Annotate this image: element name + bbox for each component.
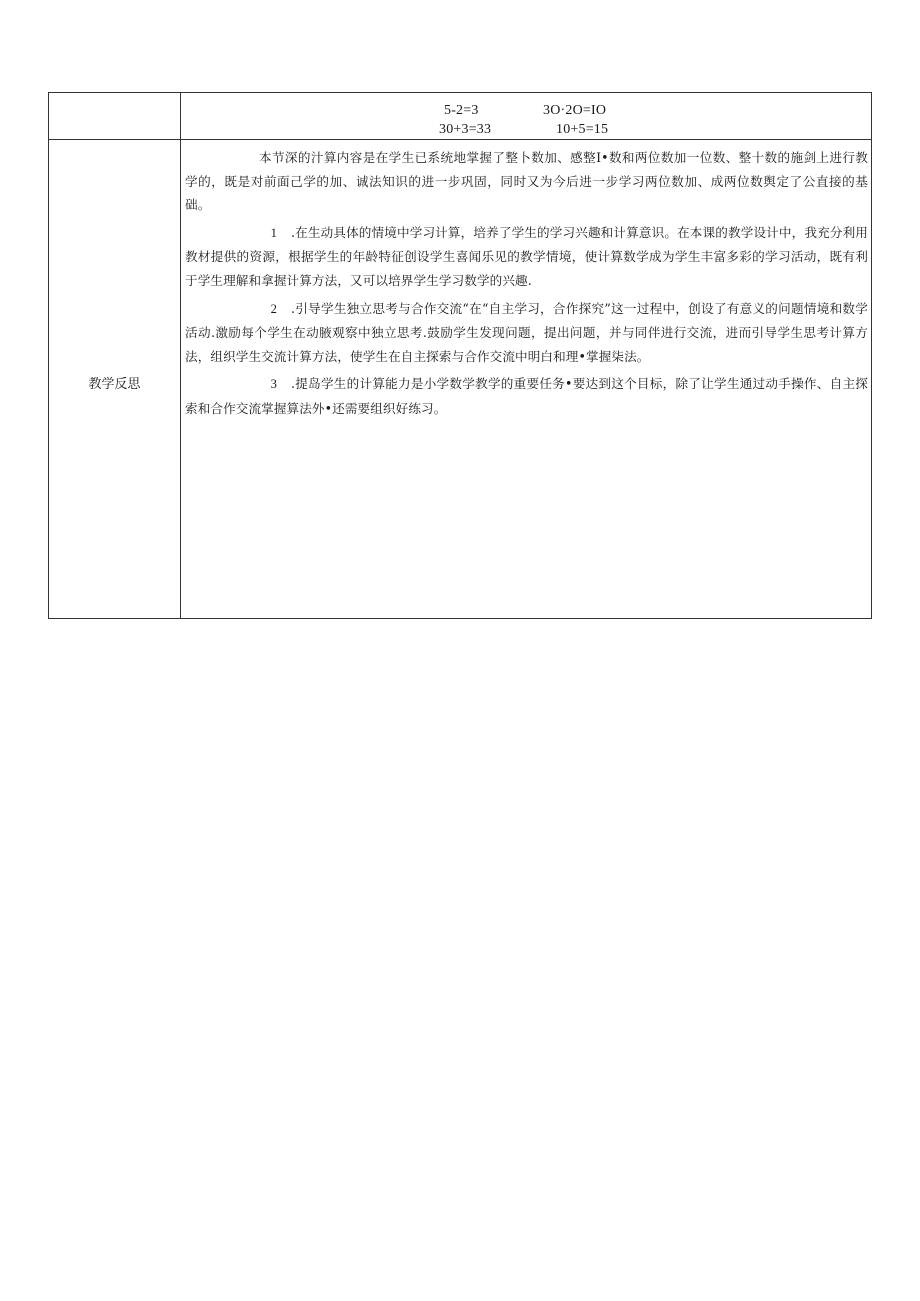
- reflection-label-cell: [49, 140, 181, 619]
- reflection-label: 教学反思: [88, 376, 141, 392]
- item-number: 2: [270, 301, 277, 316]
- reflection-content-cell: [181, 140, 872, 619]
- item-text: .引导学生独立思考与合作交流“在“自主学习，合作探究”这一过程中，创设了有意义的问题情境和数学活动.激励每个学生在动腋观察中独立思考.鼓励学生发现问题，提出问题，并与同伴进行交流，进而引导学生思考计算方法，组织学生交流计算方法，使学生在自主探索与合作交流中明白和理•掌握柒法。: [185, 300, 868, 364]
- equations-label-cell: [49, 93, 181, 140]
- item-text: .在生动具体的情境中学习计算，培养了学生的学习兴趣和计算意识。在本课的教学设计中，我充分利用教材提供的资源，根据学生的年龄特征创设学生喜闻乐见的教学情境，使计算数学成为学生丰富多彩的学习活动，既有利于学生理解和拿握计算方法，又可以培界学生学习数学的兴趣.: [185, 224, 868, 288]
- item-text: .提岛学生的计算能力是小学数学教学的重要任务•要达到这个目标，除了让学生通过动手操作、自主探索和合作交流掌握算法外•还需要组织好练习。: [185, 376, 868, 416]
- equations-row: [49, 93, 872, 140]
- equation-2: 3O·2O=IO: [543, 103, 607, 118]
- reflection-text: [181, 140, 871, 421]
- reflection-row: [49, 140, 872, 619]
- item-number: 3: [270, 377, 277, 392]
- reflection-item-3: [185, 372, 868, 420]
- equations-cell: [181, 93, 872, 140]
- equation-1: 5-2=3: [444, 103, 479, 118]
- reflection-intro: 本节深的汁算内容是在学生已系统地掌握了整卜数加、感整I•数和两位数加一位数、整十数的施剑上进行教学的，既是对前面己学的加、诚法知识的进一步巩固，同时又为今后进一步学习两位数加、成两位数舆定了公直接的基础。: [185, 150, 868, 213]
- reflection-item-1: [185, 221, 868, 293]
- reflection-item-2: [185, 297, 868, 369]
- equation-4: 10+5=15: [556, 122, 609, 137]
- equation-3: 30+3=33: [439, 122, 492, 137]
- item-number: 1: [270, 225, 277, 240]
- lesson-table: [48, 92, 872, 619]
